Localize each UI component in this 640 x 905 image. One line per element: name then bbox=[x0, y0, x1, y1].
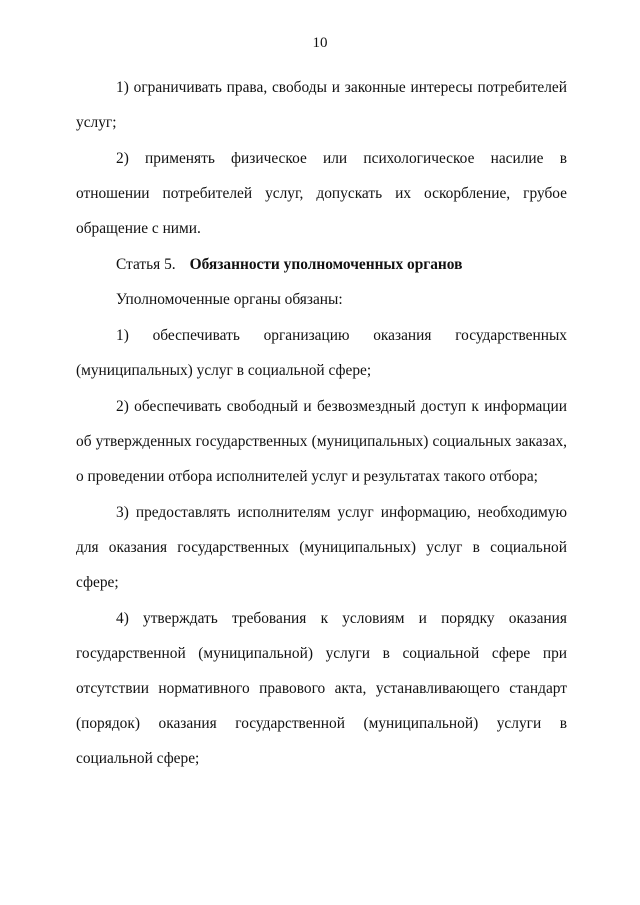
article-title: Обязанности уполномоченных органов bbox=[189, 256, 463, 273]
paragraph-duty-1: 1) обеспечивать организацию оказания государственных (муниципальных) услуг в социальной сфере; bbox=[76, 327, 567, 379]
article-number: Статья 5. bbox=[116, 256, 176, 273]
document-body bbox=[76, 70, 567, 777]
paragraph-duty-2: 2) обеспечивать свободный и безвозмездный доступ к информации об утвержденных государственных (муниципальных) социальных заказах, о проведении отбора исполнителей услуг и результатах такого отбора; bbox=[76, 398, 567, 485]
paragraph-intro: Уполномоченные органы обязаны: bbox=[116, 291, 343, 308]
article-heading bbox=[76, 247, 567, 282]
paragraph-duty-4: 4) утверждать требования к условиям и порядку оказания государственной (муниципальной) услуги в социальной сфере при отсутствии нормативного правового акта, устанавливающего стандарт (порядок) оказания государственной (муниципальной) услуги в социальной сфере; bbox=[76, 610, 567, 767]
page-number: 10 bbox=[312, 35, 328, 51]
paragraph-duty-3: 3) предоставлять исполнителям услуг информацию, необходимую для оказания государственных (муниципальных) услуг в социальной сфере; bbox=[76, 504, 567, 591]
paragraph-restriction-2: 2) применять физическое или психологическое насилие в отношении потребителей услуг, допускать их оскорбление, грубое обращение с ними. bbox=[76, 150, 567, 237]
paragraph-restriction-1: 1) ограничивать права, свободы и законные интересы потребителей услуг; bbox=[76, 79, 567, 131]
